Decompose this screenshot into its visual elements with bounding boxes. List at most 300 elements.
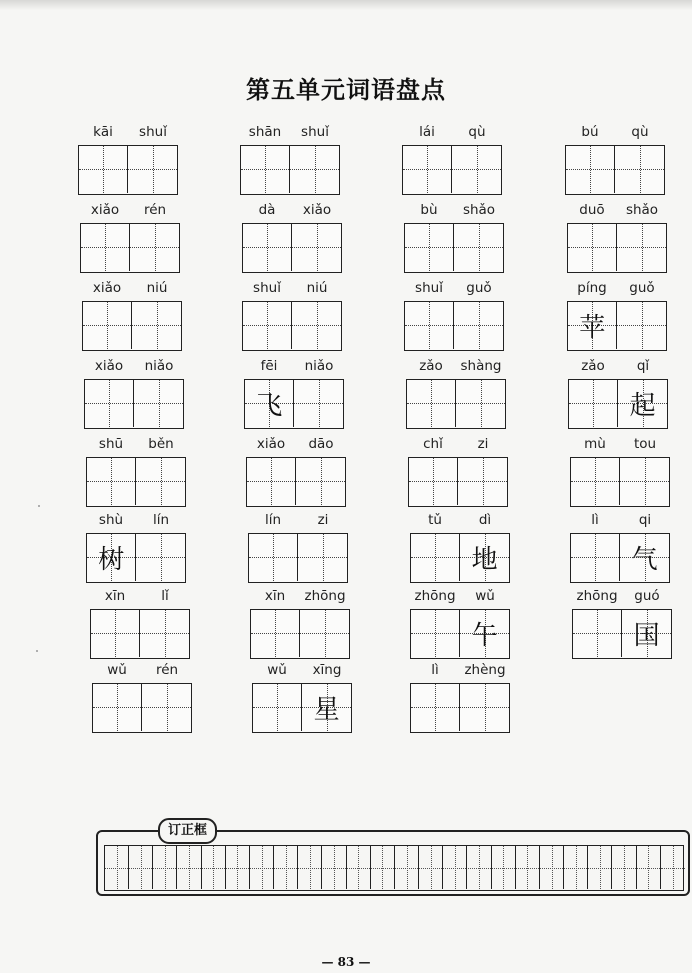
pinyin-row: [570, 434, 670, 454]
pinyin-syllable: zǎo: [419, 358, 443, 374]
tianzige-box[interactable]: [248, 533, 348, 583]
correction-cell[interactable]: [323, 846, 347, 889]
correction-cell[interactable]: [661, 846, 685, 889]
word-item: [572, 586, 672, 666]
hint-character: [298, 534, 346, 581]
correction-cell[interactable]: [613, 846, 637, 889]
pinyin-row: [567, 278, 667, 298]
correction-cell[interactable]: [443, 846, 467, 889]
word-item: [250, 586, 350, 666]
tianzige-box[interactable]: [246, 457, 346, 507]
page-number: — 83 —: [321, 955, 371, 969]
pinyin-row: [410, 586, 510, 606]
hint-character: [243, 224, 291, 271]
tianzige-box[interactable]: [404, 301, 504, 351]
hint-character: [452, 146, 500, 193]
guide-line: [178, 868, 201, 869]
pinyin-syllable: lǐ: [161, 588, 169, 604]
hint-character: 国: [633, 620, 660, 651]
writing-cell[interactable]: [293, 380, 342, 427]
pinyin-row: [565, 122, 665, 142]
hint-character: [140, 610, 188, 657]
pinyin-syllable: lì: [591, 512, 599, 528]
pinyin-syllable: xīn: [104, 588, 126, 604]
guide-line: [637, 868, 660, 869]
hint-character: [460, 684, 508, 731]
writing-cell[interactable]: [566, 146, 614, 193]
tianzige-box[interactable]: [410, 683, 510, 733]
writing-cell[interactable]: [617, 380, 666, 427]
pinyin-syllable: guó: [634, 588, 660, 604]
tianzige-box[interactable]: [568, 379, 668, 429]
writing-cell[interactable]: [459, 610, 508, 657]
guide-line: [250, 868, 273, 869]
correction-cell[interactable]: [129, 846, 153, 889]
writing-cell[interactable]: [91, 610, 139, 657]
guide-line: [226, 868, 249, 869]
tianzige-box[interactable]: [570, 533, 670, 583]
writing-cell[interactable]: [245, 380, 293, 427]
pinyin-row: [567, 200, 667, 220]
pinyin-syllable: xiǎo: [256, 436, 286, 452]
pinyin-row: [568, 356, 668, 376]
writing-cell[interactable]: [411, 610, 459, 657]
pinyin-syllable: kāi: [93, 124, 113, 140]
pinyin-syllable: wǔ: [267, 662, 287, 678]
pinyin-row: [80, 200, 180, 220]
writing-cell[interactable]: [133, 380, 182, 427]
hint-character: [411, 610, 459, 657]
word-item: [570, 510, 670, 590]
pinyin-syllable: tou: [633, 436, 657, 452]
hint-character: [617, 302, 665, 349]
pinyin-row: [92, 660, 192, 680]
hint-character: [142, 684, 190, 731]
writing-cell[interactable]: [411, 534, 459, 581]
word-item: [404, 200, 504, 280]
hint-character: [403, 146, 451, 193]
guide-line: [105, 868, 128, 869]
pinyin-syllable: niǎo: [304, 358, 334, 374]
correction-cell[interactable]: [637, 846, 661, 889]
pinyin-syllable: xiǎo: [90, 202, 120, 218]
hint-character: [93, 684, 141, 731]
writing-cell[interactable]: [568, 224, 616, 271]
word-item: [248, 510, 348, 590]
guide-line: [323, 868, 346, 869]
writing-cell[interactable]: [135, 458, 184, 505]
pinyin-syllable: dà: [258, 202, 276, 218]
guide-line: [153, 868, 176, 869]
tianzige-box[interactable]: [78, 145, 178, 195]
writing-cell[interactable]: [403, 146, 451, 193]
hint-character: 飞: [256, 390, 283, 421]
writing-cell[interactable]: [127, 146, 176, 193]
correction-cell[interactable]: [153, 846, 177, 889]
pinyin-syllable: píng: [577, 280, 607, 296]
word-item: [240, 122, 340, 202]
writing-cell[interactable]: [81, 224, 129, 271]
tianzige-box[interactable]: [410, 533, 510, 583]
writing-cell[interactable]: [571, 534, 619, 581]
pinyin-syllable: shǎo: [625, 202, 659, 218]
pinyin-syllable: bú: [581, 124, 599, 140]
writing-cell[interactable]: [451, 146, 500, 193]
writing-cell[interactable]: [253, 684, 301, 731]
writing-cell[interactable]: [571, 458, 619, 505]
pinyin-syllable: niǎo: [144, 358, 174, 374]
pinyin-syllable: niú: [146, 280, 168, 296]
tianzige-box[interactable]: [408, 457, 508, 507]
hint-character: [85, 380, 133, 427]
writing-cell[interactable]: [621, 610, 670, 657]
writing-cell[interactable]: [407, 380, 455, 427]
word-item: [78, 122, 178, 202]
writing-cell[interactable]: [573, 610, 621, 657]
word-item: [86, 510, 186, 590]
scan-edge-shadow: [0, 0, 692, 10]
writing-cell[interactable]: [457, 458, 506, 505]
hint-character: [409, 458, 457, 505]
pinyin-row: [78, 122, 178, 142]
pinyin-syllable: tǔ: [428, 512, 442, 528]
pinyin-row: [410, 510, 510, 530]
word-item: [82, 278, 182, 358]
hint-character: [292, 224, 340, 271]
guide-line: [492, 868, 515, 869]
hint-character: 午: [471, 620, 498, 651]
correction-cell[interactable]: [274, 846, 298, 889]
pinyin-syllable: shuǐ: [301, 124, 329, 140]
guide-line: [274, 868, 297, 869]
pinyin-row: [90, 586, 190, 606]
pinyin-syllable: shū: [98, 436, 124, 452]
tianzige-box[interactable]: [80, 223, 180, 273]
writing-cell[interactable]: [85, 380, 133, 427]
pinyin-syllable: duō: [579, 202, 605, 218]
tianzige-box[interactable]: [572, 609, 672, 659]
guide-line: [564, 868, 587, 869]
writing-cell[interactable]: [619, 534, 668, 581]
tianzige-box[interactable]: [406, 379, 506, 429]
pinyin-row: [86, 434, 186, 454]
writing-cell[interactable]: [459, 534, 508, 581]
writing-cell[interactable]: [411, 684, 459, 731]
pinyin-syllable: xiǎo: [302, 202, 332, 218]
pinyin-syllable: qi: [638, 512, 652, 528]
writing-cell[interactable]: [79, 146, 127, 193]
word-item: [410, 586, 510, 666]
correction-cell[interactable]: [250, 846, 274, 889]
pinyin-syllable: shàng: [460, 358, 502, 374]
tianzige-box[interactable]: [252, 683, 352, 733]
tianzige-box[interactable]: [90, 609, 190, 659]
writing-cell[interactable]: [453, 302, 502, 349]
pinyin-syllable: wǔ: [107, 662, 127, 678]
word-item: [410, 660, 510, 740]
pinyin-syllable: rén: [143, 202, 167, 218]
pinyin-syllable: xīng: [312, 662, 342, 678]
hint-character: [568, 224, 616, 271]
pinyin-syllable: mù: [584, 436, 606, 452]
writing-cell[interactable]: [568, 302, 616, 349]
hint-character: [136, 534, 184, 581]
writing-cell[interactable]: [129, 224, 178, 271]
pinyin-syllable: zhōng: [576, 588, 618, 604]
correction-cell[interactable]: [395, 846, 419, 889]
pinyin-row: [404, 200, 504, 220]
guide-line: [468, 868, 491, 869]
hint-character: [454, 224, 502, 271]
writing-cell[interactable]: [83, 302, 131, 349]
tianzige-box[interactable]: [92, 683, 192, 733]
word-item: [567, 278, 667, 358]
correction-cell[interactable]: [298, 846, 322, 889]
hint-character: [134, 380, 182, 427]
tianzige-box[interactable]: [82, 301, 182, 351]
guide-line: [395, 868, 418, 869]
correction-cell[interactable]: [226, 846, 250, 889]
hint-character: [296, 458, 344, 505]
hint-character: [249, 534, 297, 581]
hint-character: [571, 534, 619, 581]
writing-cell[interactable]: [409, 458, 457, 505]
hint-character: [615, 146, 663, 193]
writing-cell[interactable]: [453, 224, 502, 271]
word-item: [404, 278, 504, 358]
hint-character: [573, 610, 621, 657]
hint-character: [454, 302, 502, 349]
pinyin-syllable: guǒ: [629, 280, 655, 296]
hint-character: 起: [629, 390, 656, 421]
pinyin-syllable: xīn: [264, 588, 286, 604]
writing-cell[interactable]: [295, 458, 344, 505]
writing-cell[interactable]: [455, 380, 504, 427]
pinyin-syllable: dì: [478, 512, 492, 528]
correction-cell[interactable]: [371, 846, 395, 889]
hint-character: [405, 224, 453, 271]
tianzige-box[interactable]: [567, 223, 667, 273]
hint-character: [411, 534, 459, 581]
pinyin-row: [84, 356, 184, 376]
pinyin-syllable: qǐ: [636, 358, 650, 374]
word-item: [410, 510, 510, 590]
guide-line: [443, 868, 466, 869]
correction-cell[interactable]: [540, 846, 564, 889]
hint-character: [456, 380, 504, 427]
pinyin-syllable: xiǎo: [94, 358, 124, 374]
writing-cell[interactable]: [405, 224, 453, 271]
pinyin-row: [570, 510, 670, 530]
guide-line: [129, 868, 152, 869]
writing-cell[interactable]: [405, 302, 453, 349]
pinyin-row: [86, 510, 186, 530]
writing-cell[interactable]: [241, 146, 289, 193]
margin-speck: [38, 505, 40, 507]
word-item: [402, 122, 502, 202]
hint-character: 地: [471, 544, 498, 575]
writing-cell[interactable]: [251, 610, 299, 657]
pinyin-syllable: qù: [468, 124, 486, 140]
writing-cell[interactable]: [297, 534, 346, 581]
writing-cell[interactable]: [249, 534, 297, 581]
writing-cell[interactable]: [139, 610, 188, 657]
pinyin-syllable: lái: [419, 124, 435, 140]
pinyin-syllable: zi: [317, 512, 329, 528]
pinyin-syllable: fēi: [260, 358, 278, 374]
writing-cell[interactable]: [87, 534, 135, 581]
hint-character: [458, 458, 506, 505]
pinyin-syllable: wǔ: [475, 588, 495, 604]
hint-character: 苹: [579, 312, 606, 343]
tianzige-box[interactable]: [86, 457, 186, 507]
hint-character: [130, 224, 178, 271]
pinyin-syllable: lín: [152, 512, 170, 528]
correction-cell[interactable]: [564, 846, 588, 889]
writing-cell[interactable]: [289, 146, 338, 193]
word-item: [90, 586, 190, 666]
pinyin-syllable: zhèng: [464, 662, 506, 678]
hint-character: [91, 610, 139, 657]
word-item: [567, 200, 667, 280]
hint-character: [81, 224, 129, 271]
hint-character: [243, 302, 291, 349]
correction-cell[interactable]: [492, 846, 516, 889]
writing-cell[interactable]: [619, 458, 668, 505]
word-item: [84, 356, 184, 436]
hint-character: [407, 380, 455, 427]
tianzige-box[interactable]: [567, 301, 667, 351]
correction-cell[interactable]: [178, 846, 202, 889]
writing-cell[interactable]: [87, 458, 135, 505]
hint-character: [79, 146, 127, 193]
tianzige-box[interactable]: [565, 145, 665, 195]
pinyin-syllable: rén: [155, 662, 179, 678]
pinyin-row: [410, 660, 510, 680]
pinyin-row: [408, 434, 508, 454]
tianzige-box[interactable]: [404, 223, 504, 273]
writing-cell[interactable]: [616, 302, 665, 349]
hint-character: [300, 610, 348, 657]
writing-cell[interactable]: [93, 684, 141, 731]
writing-cell[interactable]: [291, 224, 340, 271]
writing-cell[interactable]: [243, 302, 291, 349]
pinyin-row: [242, 200, 342, 220]
pinyin-syllable: shuǐ: [139, 124, 167, 140]
tianzige-box[interactable]: [242, 301, 342, 351]
pinyin-syllable: qù: [631, 124, 649, 140]
guide-line: [371, 868, 394, 869]
correction-cell[interactable]: [105, 846, 129, 889]
hint-character: [253, 684, 301, 731]
pinyin-syllable: shù: [98, 512, 124, 528]
writing-cell[interactable]: [614, 146, 663, 193]
tianzige-box[interactable]: [242, 223, 342, 273]
hint-character: 气: [631, 544, 658, 575]
guide-line: [419, 868, 442, 869]
writing-cell[interactable]: [131, 302, 180, 349]
guide-line: [298, 868, 321, 869]
guide-line: [516, 868, 539, 869]
word-item: [252, 660, 352, 740]
correction-cell[interactable]: [347, 846, 371, 889]
writing-cell[interactable]: [616, 224, 665, 271]
correction-cell[interactable]: [419, 846, 443, 889]
pinyin-syllable: shuǐ: [415, 280, 443, 296]
pinyin-row: [82, 278, 182, 298]
hint-character: 树: [98, 544, 125, 575]
tianzige-box[interactable]: [244, 379, 344, 429]
hint-character: [569, 380, 617, 427]
correction-cell[interactable]: [516, 846, 540, 889]
pinyin-row: [406, 356, 506, 376]
writing-cell[interactable]: [243, 224, 291, 271]
tianzige-box[interactable]: [410, 609, 510, 659]
word-item: [244, 356, 344, 436]
word-item: [242, 278, 342, 358]
writing-cell[interactable]: [141, 684, 190, 731]
hint-character: [566, 146, 614, 193]
pinyin-syllable: zhōng: [304, 588, 346, 604]
hint-character: [251, 610, 299, 657]
writing-cell[interactable]: [569, 380, 617, 427]
pinyin-syllable: shǎo: [462, 202, 496, 218]
pinyin-syllable: chǐ: [423, 436, 443, 452]
pinyin-row: [404, 278, 504, 298]
writing-cell[interactable]: [135, 534, 184, 581]
writing-cell[interactable]: [459, 684, 508, 731]
tianzige-box[interactable]: [402, 145, 502, 195]
hint-character: [132, 302, 180, 349]
correction-cell[interactable]: [202, 846, 226, 889]
word-item: [565, 122, 665, 202]
writing-cell[interactable]: [291, 302, 340, 349]
guide-line: [588, 868, 611, 869]
pinyin-row: [252, 660, 352, 680]
hint-character: [405, 302, 453, 349]
correction-cell[interactable]: [588, 846, 612, 889]
pinyin-syllable: lín: [264, 512, 282, 528]
margin-speck: [36, 650, 38, 652]
tianzige-box[interactable]: [84, 379, 184, 429]
tianzige-box[interactable]: [250, 609, 350, 659]
word-item: [246, 434, 346, 514]
pinyin-syllable: zǎo: [581, 358, 605, 374]
tianzige-box[interactable]: [86, 533, 186, 583]
pinyin-row: [250, 586, 350, 606]
pinyin-syllable: niú: [306, 280, 328, 296]
tianzige-box[interactable]: [570, 457, 670, 507]
hint-character: [292, 302, 340, 349]
writing-cell[interactable]: [299, 610, 348, 657]
correction-cell[interactable]: [468, 846, 492, 889]
hint-character: [136, 458, 184, 505]
guide-line: [613, 868, 636, 869]
hint-character: [83, 302, 131, 349]
pinyin-syllable: bù: [420, 202, 438, 218]
guide-line: [347, 868, 370, 869]
pinyin-row: [242, 278, 342, 298]
tianzige-box[interactable]: [240, 145, 340, 195]
writing-cell[interactable]: [301, 684, 350, 731]
pinyin-row: [244, 356, 344, 376]
word-item: [92, 660, 192, 740]
guide-line: [540, 868, 563, 869]
hint-character: 星: [313, 694, 340, 725]
writing-cell[interactable]: [247, 458, 295, 505]
hint-character: [241, 146, 289, 193]
guide-line: [661, 868, 685, 869]
